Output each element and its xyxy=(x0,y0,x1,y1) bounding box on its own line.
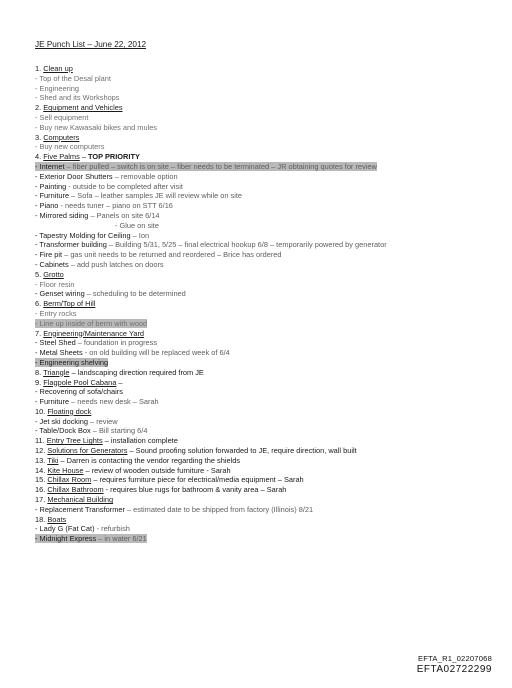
sub-item-label: - Furniture xyxy=(35,191,70,201)
item-number: 3. xyxy=(35,132,44,142)
list-item xyxy=(35,270,475,280)
item-name: Clean up xyxy=(43,64,73,73)
item-name: Solutions for Generators xyxy=(47,446,128,456)
sub-item-note: - on old building will be replaced week of 6/4 xyxy=(82,348,230,358)
sub-item-label: - Furniture xyxy=(35,397,70,407)
list-item xyxy=(35,64,475,74)
sub-item-note: – Bill starting 6/4 xyxy=(90,426,148,436)
item-note: – xyxy=(116,377,123,387)
sub-item xyxy=(35,113,475,123)
list-item xyxy=(35,495,475,505)
item-name: Chillax Bathroom xyxy=(47,485,104,495)
item-name: Entry Tree Lights xyxy=(46,436,103,446)
sub-item xyxy=(35,84,475,94)
list-item xyxy=(35,407,475,417)
item-name: Kite House xyxy=(47,465,84,475)
sub-item xyxy=(35,250,475,260)
highlight-marker xyxy=(35,534,147,543)
item-name: Equipment and Vehicles xyxy=(43,103,123,113)
sub-item xyxy=(35,319,475,329)
list-item xyxy=(35,329,475,339)
item-name: Berm/Top of Hill xyxy=(43,299,96,309)
item-number: 5. xyxy=(35,269,44,279)
item-name: Engineering/Maintenance Yard xyxy=(43,328,145,338)
item-number: 13. xyxy=(35,455,48,465)
item-number: 2. xyxy=(35,103,44,113)
sub-item-text: - Sell equipment xyxy=(35,112,89,122)
item-name: Five Palms xyxy=(43,152,80,162)
document-title: JE Punch List – June 22, 2012 xyxy=(35,40,147,49)
item-name: Computers xyxy=(43,132,80,142)
list-item xyxy=(35,485,475,495)
sub-item-label: - Table/Dock Box xyxy=(35,426,91,436)
sub-item-label: - Internet xyxy=(35,161,65,171)
sub-item xyxy=(35,524,475,534)
list-item xyxy=(35,475,475,485)
sub-item xyxy=(35,74,475,84)
highlight-marker xyxy=(35,319,147,328)
sub-item xyxy=(35,309,475,319)
list-item xyxy=(35,378,475,388)
item-name: Flagpole Pool Cabana xyxy=(43,377,117,387)
sub-item xyxy=(35,231,475,241)
item-number: 9. xyxy=(35,377,44,387)
sub-item xyxy=(35,358,475,368)
item-note: – Darren is contacting the vendor regarding the shields xyxy=(58,455,241,465)
sub-item xyxy=(35,426,475,436)
sub-item-label: - Metal Sheets xyxy=(35,348,83,358)
list-item xyxy=(35,299,475,309)
item-number: 6. xyxy=(35,299,44,309)
item-name: Triangle xyxy=(43,367,70,377)
item-number: 7. xyxy=(35,328,44,338)
item-number: 11. xyxy=(35,436,47,446)
item-name: Tiki xyxy=(47,455,59,465)
sub-item-label: - Lady G (Fat Cat) xyxy=(35,524,95,534)
sub-item-note: – fiber pulled – switch is on site – fiber needs to be terminated – JR obtaining quotes for review xyxy=(64,161,377,171)
item-number: 8. xyxy=(35,367,44,377)
list-item xyxy=(35,436,475,446)
sub-item xyxy=(35,182,475,192)
item-note: – installation complete xyxy=(102,436,178,446)
punch-list-lines xyxy=(35,64,475,544)
sub-item xyxy=(35,348,475,358)
item-name: Floating dock xyxy=(47,406,92,416)
item-note: - requires blue rugs for bathroom & vanity area – Sarah xyxy=(103,485,287,495)
sub-item-note: – Panels on site 6/14 xyxy=(88,210,160,220)
sub-item-note: – add push latches on doors xyxy=(68,259,164,269)
list-item xyxy=(35,446,475,456)
item-note: – Sound proofing solution forwarded to JE, require direction, wall built xyxy=(127,446,357,456)
sub-item-label: - Recovering of sofa/chairs xyxy=(35,387,123,397)
item-note: – requires furniture piece for electrical/media equipment – Sarah xyxy=(91,475,304,485)
list-item xyxy=(35,133,475,143)
item-number: 14. xyxy=(35,465,48,475)
sub-item-label: - Fire pit xyxy=(35,250,63,260)
sub-item-note: – review xyxy=(88,416,118,426)
list-item xyxy=(35,368,475,378)
sub-item-text: - Shed and its Workshops xyxy=(35,93,120,103)
sub-item-text: - Top of the Desal plant xyxy=(35,73,111,83)
sub-item xyxy=(35,162,475,172)
sub-item-text: - Buy new computers xyxy=(35,142,105,152)
sub-item-note: - outside to be completed after visit xyxy=(66,181,183,191)
item-name: Grotto xyxy=(43,269,64,279)
item-number: 15. xyxy=(35,475,48,485)
sub-item-text: - Floor resin xyxy=(35,279,75,289)
sub-item xyxy=(35,534,475,544)
item-number: 17. xyxy=(35,495,48,505)
sub-item xyxy=(35,93,475,103)
item-name: Chillax Room xyxy=(47,475,92,485)
sub-item-label: - Tapestry Molding for Ceiling xyxy=(35,230,131,240)
list-item xyxy=(35,466,475,476)
highlight-marker xyxy=(35,162,377,171)
sub-item-label: - Jet ski docking xyxy=(35,416,88,426)
sub-item-note: – needs new desk – Sarah xyxy=(69,397,159,407)
sub-item xyxy=(35,123,475,133)
sub-item-text: - Entry rocks xyxy=(35,308,77,318)
list-item xyxy=(35,103,475,113)
sub-item xyxy=(35,280,475,290)
sub-item-text: - Glue on site xyxy=(115,220,159,230)
sub-item-text: - Engineering xyxy=(35,83,79,93)
sub-item-label: - Piano xyxy=(35,201,59,211)
punch-list-document xyxy=(35,40,475,544)
sub-item-label: - Replacement Transformer xyxy=(35,504,125,514)
sub-item-note: – foundation in progress xyxy=(75,338,158,348)
list-item xyxy=(35,456,475,466)
sub-item-label: - Genset wiring xyxy=(35,289,85,299)
item-priority: TOP PRIORITY xyxy=(88,152,140,162)
sub-item xyxy=(35,417,475,427)
item-note: – landscaping direction required from JE xyxy=(69,367,204,377)
sub-item-text: - Buy new Kawasaki bikes and mules xyxy=(35,122,158,132)
item-number: 18. xyxy=(35,514,48,524)
sub-item xyxy=(35,387,475,397)
sub-item-label: - Painting xyxy=(35,181,67,191)
sub-item xyxy=(35,201,475,211)
sub-item-note: – estimated date to be shipped from factory (Illinois) 8/21 xyxy=(124,504,314,514)
sub-item-label: - Mirrored siding xyxy=(35,210,89,220)
sub-item-text: - Line up inside of berm with wood xyxy=(35,318,148,328)
item-number: 4. xyxy=(35,152,44,162)
sub-item-note: – removable option xyxy=(112,171,178,181)
sub-item xyxy=(35,505,475,515)
sub-item-label: - Transformer building xyxy=(35,240,107,250)
list-item xyxy=(35,515,475,525)
sub-item-note: - refurbish xyxy=(94,524,130,534)
sub-item-note: – gas unit needs to be returned and reordered – Brice has ordered xyxy=(62,250,282,260)
sub-item xyxy=(35,211,475,221)
sub-item-label: - Cabinets xyxy=(35,259,69,269)
sub-item-note: - needs tuner – piano on STT 6/16 xyxy=(58,201,173,211)
sub-item xyxy=(35,289,475,299)
footer-reference-primary: EFTA_R1_02207068 xyxy=(418,654,492,663)
sub-item xyxy=(35,260,475,270)
sub-item-label: - Engineering shelving xyxy=(35,357,109,367)
item-number: 1. xyxy=(35,64,44,73)
sub-item-note: – Sofa – leather samples JE will review while on site xyxy=(69,191,243,201)
sub-item-note: – in water 6/21 xyxy=(96,534,147,544)
item-number: 12. xyxy=(35,446,48,456)
item-number: 10. xyxy=(35,406,48,416)
sub-item xyxy=(35,338,475,348)
sub-item xyxy=(35,142,475,152)
sub-item-note: – Building 5/31, 5/25 – final electrical hookup 6/8 – temporarily powered by generator xyxy=(106,240,387,250)
sub-item xyxy=(35,172,475,182)
sub-item-note: – Ion xyxy=(130,230,150,240)
list-item xyxy=(35,152,475,162)
sub-item xyxy=(35,191,475,201)
item-number: 16. xyxy=(35,485,48,495)
item-note: – review of wooden outside furniture - Sarah xyxy=(83,465,231,475)
sub-item-continuation xyxy=(35,221,475,231)
sub-item xyxy=(35,397,475,407)
item-note: – xyxy=(79,152,88,162)
sub-item-label: - Midnight Express xyxy=(35,534,97,544)
sub-item-label: - Steel Shed xyxy=(35,338,76,348)
sub-item xyxy=(35,240,475,250)
highlight-marker xyxy=(35,358,108,367)
sub-item-note: – scheduling to be determined xyxy=(84,289,186,299)
item-name: Mechanical Building xyxy=(47,495,114,505)
document-footer xyxy=(417,654,492,676)
footer-reference-bates: EFTA02722299 xyxy=(416,664,492,675)
sub-item-label: - Exterior Door Shutters xyxy=(35,171,113,181)
item-name: Boats xyxy=(47,514,67,524)
